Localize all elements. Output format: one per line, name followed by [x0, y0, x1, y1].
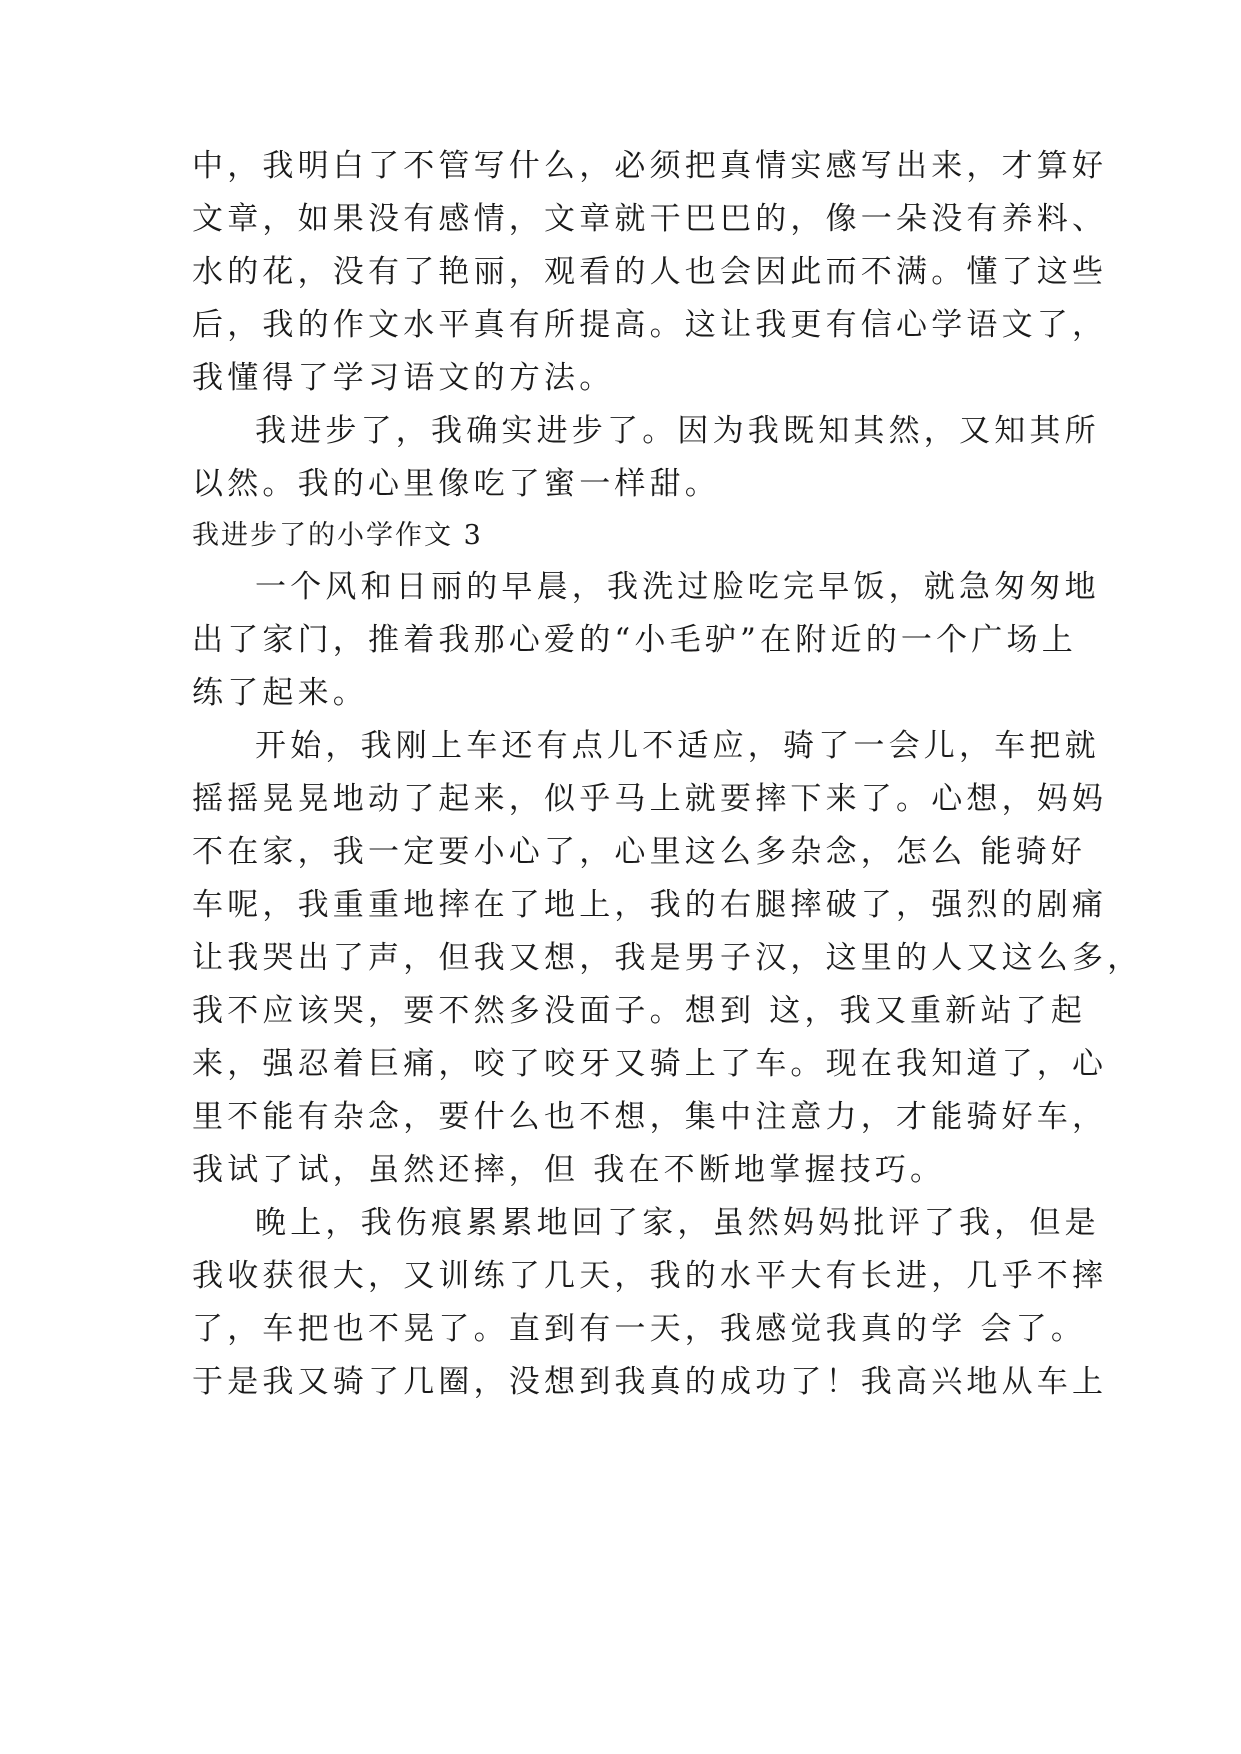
paragraph-line: 文章，如果没有感情，文章就干巴巴的，像一朵没有养料、 — [192, 201, 1108, 237]
paragraph-line: 车呢，我重重地摔在了地上，我的右腿摔破了，强烈的剧痛 — [192, 887, 1108, 923]
paragraph-line: 中，我明白了不管写什么，必须把真情实感写出来，才算好 — [192, 148, 1108, 184]
paragraph-line: 水的花，没有了艳丽，观看的人也会因此而不满。懂了这些 — [192, 254, 1108, 290]
paragraph-line: 我进步了，我确实进步了。因为我既知其然，又知其所 — [255, 413, 1100, 449]
paragraph-line: 后，我的作文水平真有所提高。这让我更有信心学语文了， — [192, 307, 1108, 343]
paragraph-line: 开始，我刚上车还有点儿不适应，骑了一会儿，车把就 — [255, 728, 1100, 764]
paragraph-line: 练了起来。 — [192, 675, 368, 711]
paragraph-line: 了，车把也不晃了。直到有一天，我感觉我真的学 会了。 — [192, 1311, 1087, 1347]
paragraph-line: 于是我又骑了几圈，没想到我真的成功了！我高兴地从车上 — [192, 1364, 1108, 1400]
paragraph-line: 晚上，我伤痕累累地回了家，虽然妈妈批评了我，但是 — [255, 1205, 1100, 1241]
paragraph-line: 摇摇晃晃地动了起来，似乎马上就要摔下来了。心想，妈妈 — [192, 781, 1108, 817]
paragraph-line: 让我哭出了声，但我又想，我是男子汉，这里的人又这么多， — [192, 940, 1143, 976]
paragraph-line: 我懂得了学习语文的方法。 — [192, 360, 615, 396]
paragraph-line: 不在家，我一定要小心了，心里这么多杂念，怎么 能骑好 — [192, 834, 1087, 870]
paragraph-line: 我不应该哭，要不然多没面子。想到 这，我又重新站了起 — [192, 993, 1087, 1029]
paragraph-line: 来，强忍着巨痛，咬了咬牙又骑上了车。现在我知道了，心 — [192, 1046, 1108, 1082]
essay-heading: 我进步了的小学作文 3 — [192, 520, 483, 551]
paragraph-line: 里不能有杂念，要什么也不想，集中注意力，才能骑好车， — [192, 1099, 1108, 1135]
paragraph-line: 一个风和日丽的早晨，我洗过脸吃完早饭，就急匆匆地 — [255, 569, 1100, 605]
paragraph-line: 出了家门，推着我那心爱的“小毛驴”在附近的一个广场上 — [192, 622, 1077, 658]
paragraph-line: 我试了试，虽然还摔，但 我在不断地掌握技巧。 — [192, 1152, 946, 1188]
paragraph-line: 我收获很大，又训练了几天，我的水平大有长进，几乎不摔 — [192, 1258, 1108, 1294]
paragraph-line: 以然。我的心里像吃了蜜一样甜。 — [192, 466, 720, 502]
